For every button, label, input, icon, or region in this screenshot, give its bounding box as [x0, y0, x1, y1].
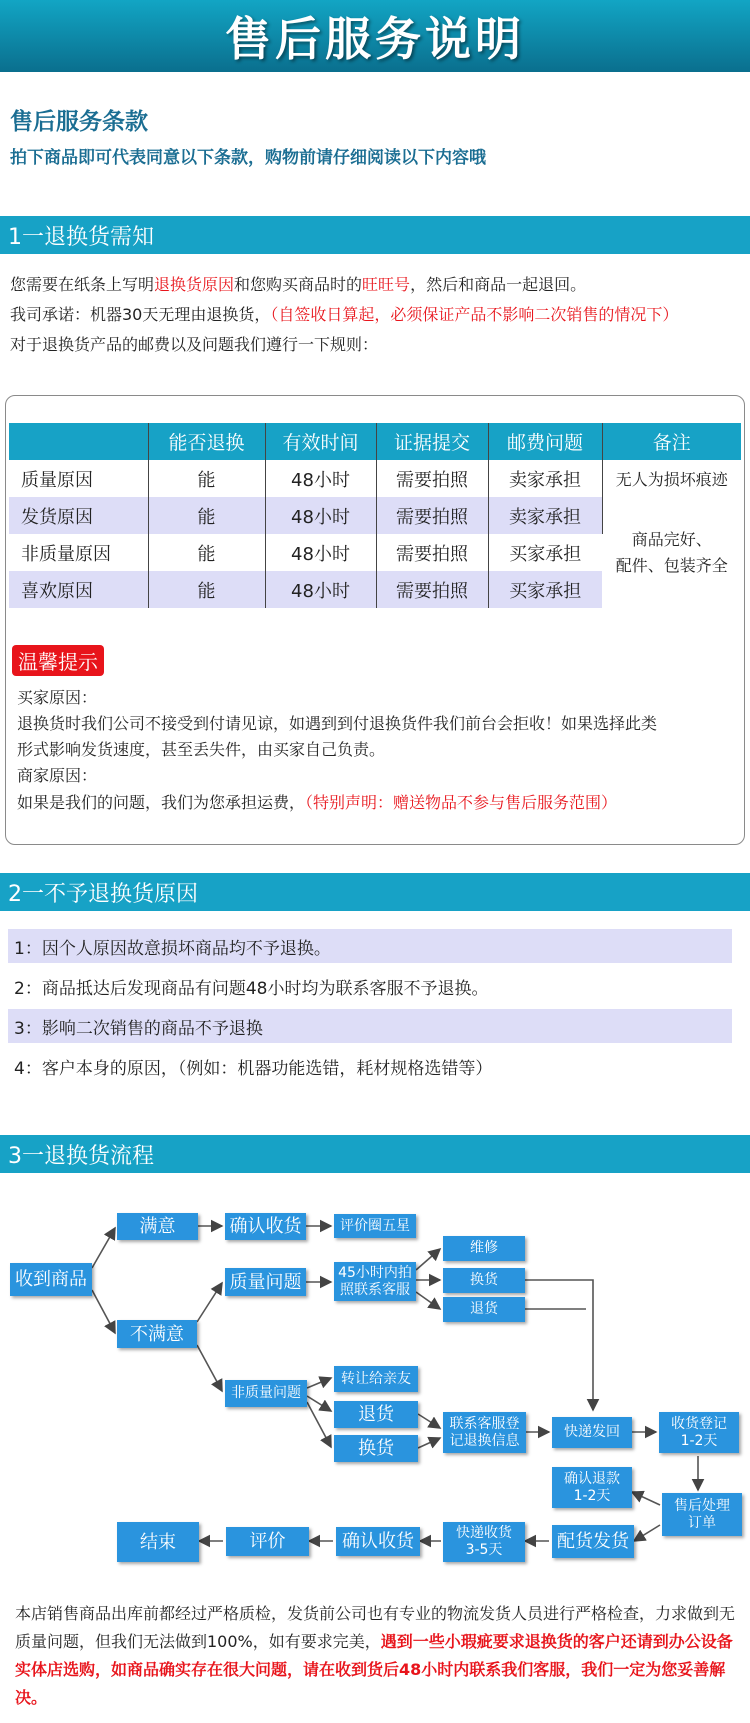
table-cell: 能	[148, 460, 265, 497]
flow-return-top: 退货	[443, 1297, 525, 1322]
rules-intro-line: 对于退换货产品的邮费以及问题我们遵行一下规则：	[10, 335, 379, 354]
return-rules-table	[9, 423, 741, 608]
flow-quality-issue: 质量问题	[225, 1268, 306, 1296]
banner-title: 售后服务说明	[225, 12, 525, 66]
footer-note: 本店销售商品出库前都经过严格质检，发货前公司也有专业的物流发货人员进行严格检查，力求做到无质量问题，但我们无法做到100%，如有要求完美，遇到一些小瑕疵要求退换货的客户还请到办公设备实体店选购，如商品确实存在很大问题，请在收到货后48小时内联系我们客服，我们一定为您妥善解决。	[15, 1604, 736, 1707]
table-cell: 能	[148, 497, 265, 534]
table-row	[9, 497, 741, 534]
list-item: 1：因个人原因故意损坏商品均不予退换。	[8, 929, 732, 963]
promise-line: 我司承诺：机器30天无理由退换货，（自签收日算起，必须保证产品不影响二次销售的情况下）	[10, 305, 679, 324]
buyer-text: 退换货时我们公司不接受到付请见谅，如遇到到付退换货件我们前台会拒收！如果选择此类	[17, 714, 658, 733]
flow-five-star: 评价圈五星	[334, 1214, 416, 1238]
flow-non-quality: 非质量问题	[225, 1380, 307, 1407]
table-row	[9, 460, 741, 497]
table-cell: 能	[148, 534, 265, 571]
table-header: 备注	[602, 423, 741, 460]
flow-repair: 维修	[443, 1236, 525, 1261]
table-header	[9, 423, 148, 460]
table-header-row	[9, 423, 741, 460]
table-cell: 需要拍照	[376, 534, 488, 571]
flow-return-mid: 退货	[334, 1401, 418, 1428]
table-cell: 需要拍照	[376, 571, 488, 608]
flow-ship-goods: 配货发货	[552, 1525, 634, 1558]
flow-transfer: 转让给亲友	[334, 1366, 418, 1392]
list-item: 4：客户本身的原因，（例如：机器功能选错，耗材规格选错等）	[14, 1058, 493, 1079]
section3-title: 3一退换货流程	[0, 1135, 750, 1173]
seller-label: 商家原因：	[17, 766, 98, 785]
table-cell: 48小时	[265, 534, 376, 571]
table-cell: 卖家承担	[488, 460, 602, 497]
flow-confirm-receipt-top: 确认收货	[225, 1213, 306, 1240]
table-cell: 卖家承担	[488, 497, 602, 534]
table-cell: 48小时	[265, 571, 376, 608]
table-cell: 买家承担	[488, 571, 602, 608]
flow-contact-register: 联系客服登 记退换信息	[443, 1412, 526, 1453]
table-cell: 质量原因	[9, 460, 148, 497]
table-cell: 能	[148, 571, 265, 608]
flow-photo-contact: 45小时内拍 照联系客服	[334, 1262, 416, 1301]
flow-review: 评价	[226, 1527, 309, 1556]
flow-unsatisfied: 不满意	[117, 1320, 197, 1348]
seller-text: 如果是我们的问题，我们为您承担运费，（特别声明：赠送物品不参与售后服务范围）	[17, 793, 618, 812]
flow-confirm-refund: 确认退款 1-2天	[552, 1467, 632, 1508]
table-cell: 非质量原因	[9, 534, 148, 571]
terms-heading: 售后服务条款	[10, 109, 148, 135]
flow-end: 结束	[117, 1522, 199, 1562]
buyer-text: 形式影响发货速度，甚至丢失件，由买家自己负责。	[17, 740, 386, 759]
flow-received: 收到商品	[10, 1263, 92, 1296]
table-cell: 无人为损坏痕迹	[615, 470, 728, 489]
list-item: 2：商品抵达后发现商品有问题48小时均为联系客服不予退换。	[14, 978, 489, 999]
table-cell: 需要拍照	[376, 460, 488, 497]
tip-badge: 温馨提示	[12, 645, 104, 676]
flow-exchange-top: 换货	[443, 1268, 525, 1293]
flow-receipt-register: 收货登记 1-2天	[659, 1412, 739, 1453]
table-header: 证据提交	[376, 423, 488, 460]
page-banner	[0, 0, 750, 72]
table-cell: 喜欢原因	[9, 571, 148, 608]
table-cell: 需要拍照	[376, 497, 488, 534]
table-cell: 发货原因	[9, 497, 148, 534]
flow-exchange-mid: 换货	[334, 1435, 418, 1462]
section1-title: 1一退换货需知	[0, 216, 750, 254]
table-header: 有效时间	[265, 423, 376, 460]
table-cell: 48小时	[265, 460, 376, 497]
flow-express-back: 快递发回	[552, 1417, 632, 1448]
flow-satisfied: 满意	[117, 1213, 198, 1240]
table-header: 邮费问题	[488, 423, 602, 460]
table-cell: 48小时	[265, 497, 376, 534]
buyer-label: 买家原因：	[17, 688, 98, 707]
table-header: 能否退换	[148, 423, 265, 460]
return-note-line: 您需要在纸条上写明退换货原因和您购买商品时的旺旺号，然后和商品一起退回。	[10, 275, 587, 294]
list-item: 3：影响二次销售的商品不予退换	[8, 1009, 732, 1043]
merged-note-cell: 商品完好、 配件、包装齐全	[602, 497, 741, 608]
table-cell: 买家承担	[509, 543, 582, 565]
terms-subtitle: 拍下商品即可代表同意以下条款，购物前请仔细阅读以下内容哦	[10, 148, 486, 168]
section2-title: 2一不予退换货原因	[0, 873, 750, 911]
flow-confirm-receipt-bottom: 确认收货	[336, 1527, 420, 1556]
flow-after-sales: 售后处理 订单	[662, 1493, 742, 1536]
flow-express-receive: 快递收货 3-5天	[443, 1522, 525, 1562]
